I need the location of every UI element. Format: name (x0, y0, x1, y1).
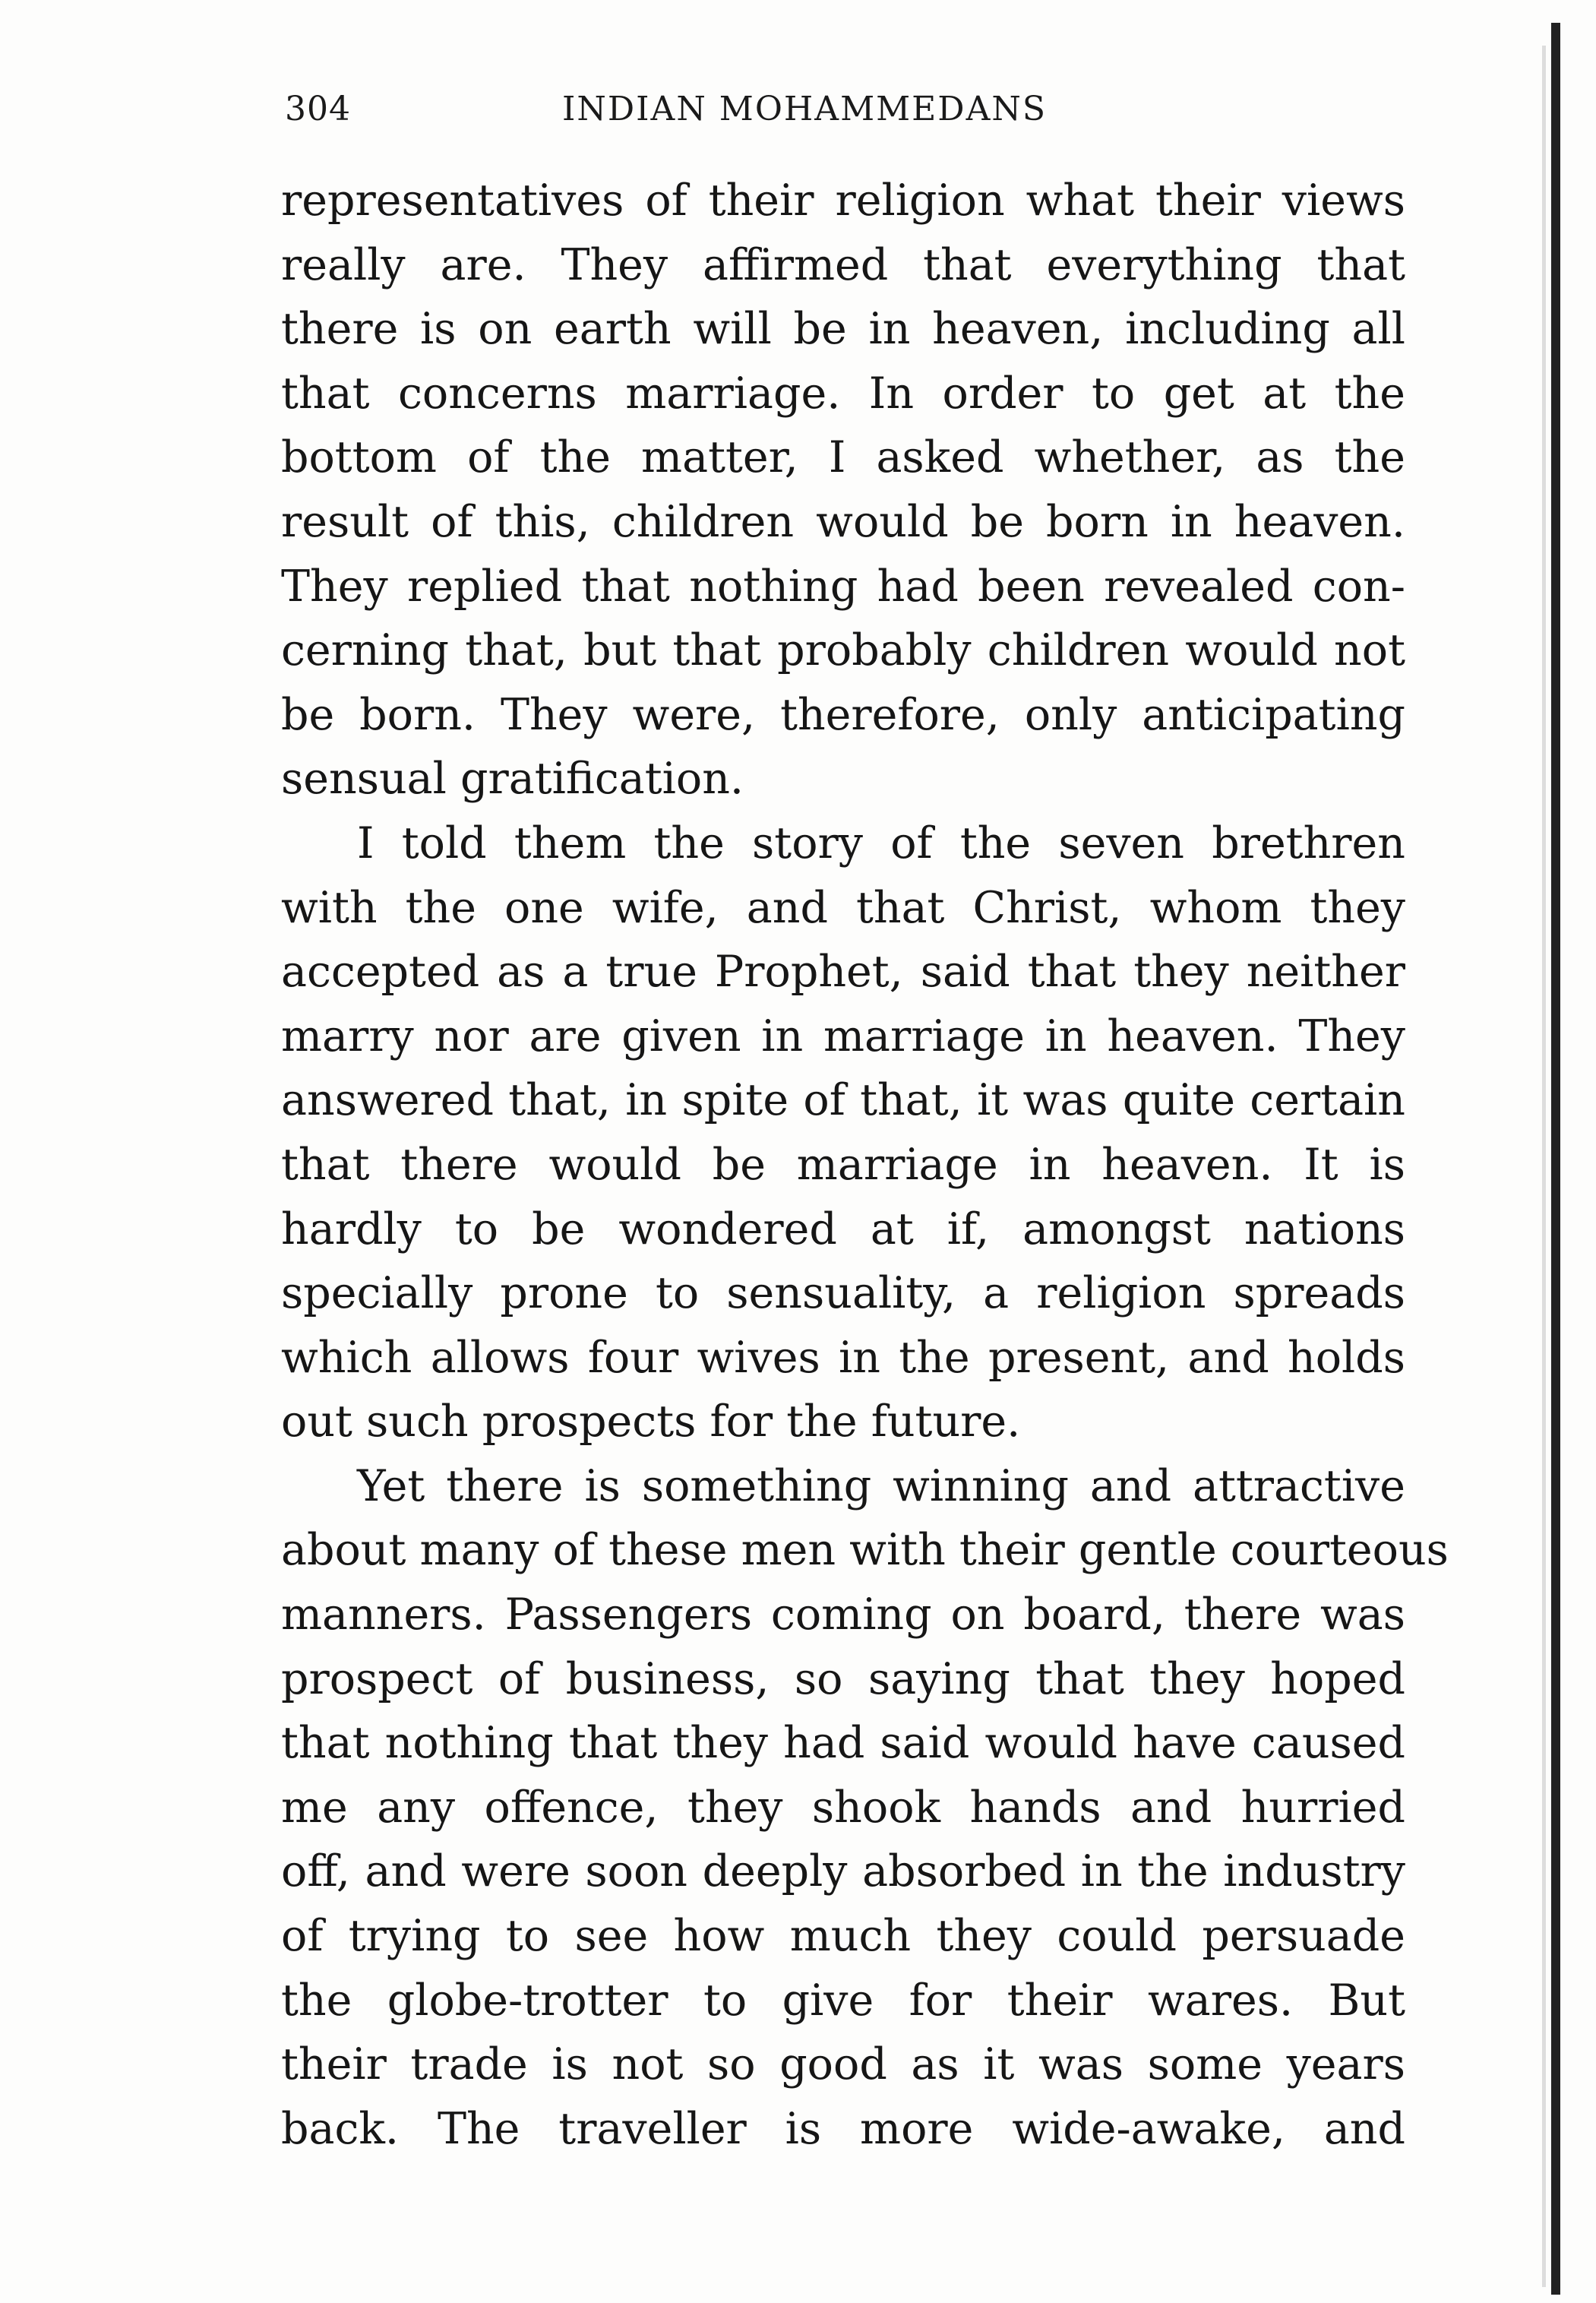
text-line: cerning that, but that probably children would not (281, 625, 1405, 676)
text-line: their trade is not so good as it was some years (281, 2039, 1405, 2090)
text-line: that there would be marriage in heaven. It is (281, 1139, 1405, 1190)
text-line: which allows four wives in the present, and holds (281, 1332, 1405, 1383)
text-line: about many of these men with their gentle courteous (281, 1525, 1449, 1576)
text-line: representatives of their religion what their views (281, 176, 1405, 226)
text-line: hardly to be wondered at if, amongst nations (281, 1204, 1405, 1254)
text-line: prospect of business, so saying that they hoped (281, 1653, 1405, 1704)
text-line: that nothing that they had said would have caused (281, 1718, 1405, 1769)
text-line: accepted as a true Prophet, said that they neither (281, 947, 1405, 998)
running-title: INDIAN MOHAMMEDANS (562, 90, 1047, 128)
page-header (285, 90, 1402, 135)
text-line: of trying to see how much they could persuade (281, 1911, 1405, 1962)
text-line: bottom of the matter, I asked whether, as the (281, 432, 1405, 483)
page-edge-shadow (1542, 46, 1546, 2287)
text-line: be born. They were, therefore, only anticipating (281, 689, 1405, 740)
text-line: specially prone to sensuality, a religion spreads (281, 1268, 1405, 1319)
text-line: really are. They affirmed that everything that (281, 239, 1405, 290)
text-line: me any offence, they shook hands and hurried (281, 1782, 1405, 1833)
body-text (281, 169, 1449, 2161)
text-line: sensual gratification. (281, 754, 744, 805)
text-line: manners. Passengers coming on board, there was (281, 1590, 1405, 1640)
text-line: They replied that nothing had been revealed con- (281, 561, 1405, 612)
text-line: Yet there is something winning and attractive (357, 1460, 1405, 1511)
text-line: marry nor are given in marriage in heaven. They (281, 1011, 1405, 1061)
text-line: answered that, in spite of that, it was quite certain (281, 1075, 1405, 1126)
text-line: that concerns marriage. In order to get at the (281, 368, 1405, 419)
text-line: back. The traveller is more wide-awake, and (281, 2103, 1405, 2154)
text-line: there is on earth will be in heaven, including all (281, 304, 1405, 355)
text-line: with the one wife, and that Christ, whom they (281, 882, 1405, 933)
text-line: result of this, children would be born in heaven. (281, 496, 1405, 547)
page-number: 304 (285, 90, 351, 128)
text-line: I told them the story of the seven brethren (357, 818, 1405, 868)
text-line: the globe-trotter to give for their wares. But (281, 1975, 1405, 2026)
text-line: out such prospects for the future. (281, 1397, 1021, 1447)
page-edge-bar (1551, 23, 1560, 2295)
text-line: off, and were soon deeply absorbed in the industry (281, 1846, 1405, 1897)
